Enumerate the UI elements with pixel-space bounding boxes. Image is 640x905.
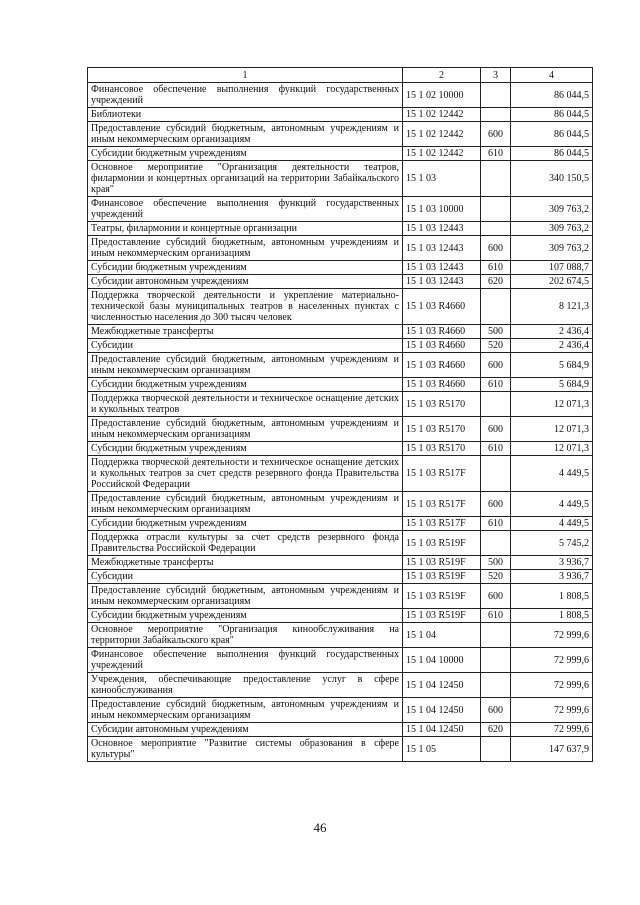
row-vr-cell — [481, 289, 511, 325]
row-vr-cell — [481, 648, 511, 673]
row-amount-cell: 1 808,5 — [511, 584, 593, 609]
row-vr-cell: 600 — [481, 236, 511, 261]
row-code-cell: 15 1 03 12443 — [403, 236, 481, 261]
table-row — [88, 378, 593, 392]
row-vr-cell — [481, 161, 511, 197]
row-vr-cell — [481, 456, 511, 492]
row-code-cell: 15 1 03 R4660 — [403, 339, 481, 353]
row-amount-cell: 5 745,2 — [511, 531, 593, 556]
row-amount-cell: 12 071,3 — [511, 417, 593, 442]
table-row — [88, 289, 593, 325]
row-name-cell: Субсидии бюджетным учреждениям — [88, 147, 403, 161]
row-amount-cell: 72 999,6 — [511, 648, 593, 673]
table-row — [88, 353, 593, 378]
row-name-cell: Субсидии бюджетным учреждениям — [88, 261, 403, 275]
table-row — [88, 339, 593, 353]
row-vr-cell: 500 — [481, 556, 511, 570]
row-name-cell: Библиотеки — [88, 108, 403, 122]
row-amount-cell: 86 044,5 — [511, 122, 593, 147]
row-name-cell: Основное мероприятие "Развитие системы образования в сфере культуры" — [88, 737, 403, 762]
row-amount-cell: 86 044,5 — [511, 147, 593, 161]
row-name-cell: Театры, филармонии и концертные организации — [88, 222, 403, 236]
row-amount-cell: 72 999,6 — [511, 723, 593, 737]
row-name-cell: Учреждения, обеспечивающие предоставление услуг в сфере кинообслуживания — [88, 673, 403, 698]
row-code-cell: 15 1 03 R519F — [403, 570, 481, 584]
row-name-cell: Субсидии бюджетным учреждениям — [88, 609, 403, 623]
table-row — [88, 723, 593, 737]
row-code-cell: 15 1 03 R517F — [403, 492, 481, 517]
row-code-cell: 15 1 03 12443 — [403, 222, 481, 236]
row-vr-cell: 610 — [481, 378, 511, 392]
row-vr-cell: 610 — [481, 442, 511, 456]
row-name-cell: Предоставление субсидий бюджетным, автономным учреждениям и иным некоммерческим организациям — [88, 417, 403, 442]
row-code-cell: 15 1 04 12450 — [403, 698, 481, 723]
row-name-cell: Субсидии автономным учреждениям — [88, 723, 403, 737]
row-amount-cell: 5 684,9 — [511, 353, 593, 378]
table-row — [88, 456, 593, 492]
row-name-cell: Предоставление субсидий бюджетным, автономным учреждениям и иным некоммерческим организациям — [88, 698, 403, 723]
table-row — [88, 442, 593, 456]
row-code-cell: 15 1 03 R517F — [403, 456, 481, 492]
row-name-cell: Финансовое обеспечение выполнения функций государственных учреждений — [88, 83, 403, 108]
row-code-cell: 15 1 04 — [403, 623, 481, 648]
row-vr-cell — [481, 83, 511, 108]
table-row — [88, 261, 593, 275]
table-row — [88, 108, 593, 122]
row-code-cell: 15 1 02 12442 — [403, 147, 481, 161]
row-amount-cell: 147 637,9 — [511, 737, 593, 762]
row-amount-cell: 309 763,2 — [511, 222, 593, 236]
table-row — [88, 517, 593, 531]
row-name-cell: Субсидии — [88, 339, 403, 353]
row-name-cell: Финансовое обеспечение выполнения функций государственных учреждений — [88, 197, 403, 222]
row-amount-cell: 2 436,4 — [511, 325, 593, 339]
row-amount-cell: 86 044,5 — [511, 108, 593, 122]
row-amount-cell: 4 449,5 — [511, 492, 593, 517]
row-vr-cell: 520 — [481, 339, 511, 353]
row-amount-cell: 340 150,5 — [511, 161, 593, 197]
row-vr-cell: 620 — [481, 723, 511, 737]
table-row — [88, 147, 593, 161]
row-code-cell: 15 1 03 R5170 — [403, 417, 481, 442]
table-body — [88, 83, 593, 762]
row-code-cell: 15 1 03 R4660 — [403, 325, 481, 339]
row-code-cell: 15 1 03 R4660 — [403, 353, 481, 378]
row-name-cell: Субсидии — [88, 570, 403, 584]
row-vr-cell: 620 — [481, 275, 511, 289]
table-row — [88, 698, 593, 723]
row-code-cell: 15 1 03 R517F — [403, 517, 481, 531]
row-vr-cell: 600 — [481, 353, 511, 378]
row-amount-cell: 72 999,6 — [511, 673, 593, 698]
row-name-cell: Межбюджетные трансферты — [88, 325, 403, 339]
table-row — [88, 122, 593, 147]
table-row — [88, 556, 593, 570]
row-code-cell: 15 1 04 10000 — [403, 648, 481, 673]
table-row — [88, 325, 593, 339]
table-row — [88, 648, 593, 673]
row-vr-cell — [481, 108, 511, 122]
row-amount-cell: 72 999,6 — [511, 623, 593, 648]
row-code-cell: 15 1 03 R4660 — [403, 378, 481, 392]
row-vr-cell: 500 — [481, 325, 511, 339]
row-vr-cell: 600 — [481, 584, 511, 609]
table-row — [88, 275, 593, 289]
row-code-cell: 15 1 03 — [403, 161, 481, 197]
row-amount-cell: 5 684,9 — [511, 378, 593, 392]
row-name-cell: Предоставление субсидий бюджетным, автономным учреждениям и иным некоммерческим организациям — [88, 492, 403, 517]
row-vr-cell — [481, 222, 511, 236]
row-code-cell: 15 1 03 R519F — [403, 609, 481, 623]
row-code-cell: 15 1 05 — [403, 737, 481, 762]
page-number: 46 — [313, 820, 327, 835]
row-vr-cell — [481, 623, 511, 648]
table-row — [88, 673, 593, 698]
row-name-cell: Основное мероприятие "Организация кинообслуживания на территории Забайкальского края" — [88, 623, 403, 648]
row-name-cell: Финансовое обеспечение выполнения функций государственных учреждений — [88, 648, 403, 673]
row-amount-cell: 309 763,2 — [511, 197, 593, 222]
row-name-cell: Поддержка творческой деятельности и техническое оснащение детских и кукольных театров — [88, 392, 403, 417]
table-row — [88, 584, 593, 609]
row-vr-cell: 600 — [481, 122, 511, 147]
row-amount-cell: 2 436,4 — [511, 339, 593, 353]
row-code-cell: 15 1 02 12442 — [403, 108, 481, 122]
table-row — [88, 623, 593, 648]
row-amount-cell: 3 936,7 — [511, 556, 593, 570]
row-name-cell: Субсидии бюджетным учреждениям — [88, 442, 403, 456]
row-vr-cell — [481, 737, 511, 762]
row-vr-cell: 600 — [481, 492, 511, 517]
header-col-vr: 3 — [481, 68, 511, 83]
row-code-cell: 15 1 03 12443 — [403, 261, 481, 275]
row-vr-cell — [481, 673, 511, 698]
table-row — [88, 392, 593, 417]
row-vr-cell: 610 — [481, 517, 511, 531]
row-name-cell: Предоставление субсидий бюджетным, автономным учреждениям и иным некоммерческим организациям — [88, 584, 403, 609]
row-vr-cell — [481, 197, 511, 222]
row-vr-cell: 610 — [481, 147, 511, 161]
row-vr-cell: 600 — [481, 698, 511, 723]
row-code-cell: 15 1 04 12450 — [403, 673, 481, 698]
row-amount-cell: 1 808,5 — [511, 609, 593, 623]
row-code-cell: 15 1 03 R519F — [403, 556, 481, 570]
table-row — [88, 492, 593, 517]
row-amount-cell: 3 936,7 — [511, 570, 593, 584]
row-code-cell: 15 1 03 R519F — [403, 531, 481, 556]
row-amount-cell: 86 044,5 — [511, 83, 593, 108]
row-amount-cell: 309 763,2 — [511, 236, 593, 261]
row-vr-cell: 520 — [481, 570, 511, 584]
row-amount-cell: 12 071,3 — [511, 392, 593, 417]
table-row — [88, 609, 593, 623]
row-vr-cell — [481, 392, 511, 417]
row-code-cell: 15 1 02 12442 — [403, 122, 481, 147]
row-code-cell: 15 1 03 12443 — [403, 275, 481, 289]
row-name-cell: Субсидии бюджетным учреждениям — [88, 378, 403, 392]
row-name-cell: Поддержка творческой деятельности и укрепление материально-технической базы муниципальных театров в населенных пунктах с численностью населения до 300 тысяч человек — [88, 289, 403, 325]
row-amount-cell: 4 449,5 — [511, 517, 593, 531]
row-amount-cell: 202 674,5 — [511, 275, 593, 289]
row-code-cell: 15 1 03 10000 — [403, 197, 481, 222]
row-name-cell: Межбюджетные трансферты — [88, 556, 403, 570]
table-row — [88, 161, 593, 197]
row-amount-cell: 72 999,6 — [511, 698, 593, 723]
table-row — [88, 417, 593, 442]
row-name-cell: Предоставление субсидий бюджетным, автономным учреждениям и иным некоммерческим организациям — [88, 236, 403, 261]
row-amount-cell: 8 121,3 — [511, 289, 593, 325]
table-row — [88, 222, 593, 236]
row-code-cell: 15 1 02 10000 — [403, 83, 481, 108]
row-name-cell: Предоставление субсидий бюджетным, автономным учреждениям и иным некоммерческим организациям — [88, 353, 403, 378]
row-amount-cell: 4 449,5 — [511, 456, 593, 492]
budget-table — [87, 67, 593, 762]
row-code-cell: 15 1 03 R5170 — [403, 442, 481, 456]
header-col-code: 2 — [403, 68, 481, 83]
table-row — [88, 197, 593, 222]
row-name-cell: Предоставление субсидий бюджетным, автономным учреждениям и иным некоммерческим организациям — [88, 122, 403, 147]
row-vr-cell: 600 — [481, 417, 511, 442]
row-name-cell: Субсидии автономным учреждениям — [88, 275, 403, 289]
row-code-cell: 15 1 04 12450 — [403, 723, 481, 737]
header-col-name: 1 — [88, 68, 403, 83]
table-row — [88, 83, 593, 108]
row-vr-cell — [481, 531, 511, 556]
row-code-cell: 15 1 03 R519F — [403, 584, 481, 609]
row-name-cell: Субсидии бюджетным учреждениям — [88, 517, 403, 531]
row-amount-cell: 107 088,7 — [511, 261, 593, 275]
row-name-cell: Поддержка отрасли культуры за счет средств резервного фонда Правительства Российской Федерации — [88, 531, 403, 556]
table-row — [88, 570, 593, 584]
row-vr-cell: 610 — [481, 609, 511, 623]
table-row — [88, 236, 593, 261]
table-header-row — [88, 68, 593, 83]
header-col-amount: 4 — [511, 68, 593, 83]
row-amount-cell: 12 071,3 — [511, 442, 593, 456]
row-name-cell: Основное мероприятие "Организация деятельности театров, филармонии и концертных организаций на территории Забайкальского края" — [88, 161, 403, 197]
table-row — [88, 531, 593, 556]
row-vr-cell: 610 — [481, 261, 511, 275]
row-name-cell: Поддержка творческой деятельности и техническое оснащение детских и кукольных театров за счет средств резервного фонда Правительства Российской Федерации — [88, 456, 403, 492]
row-code-cell: 15 1 03 R4660 — [403, 289, 481, 325]
row-code-cell: 15 1 03 R5170 — [403, 392, 481, 417]
table-row — [88, 737, 593, 762]
